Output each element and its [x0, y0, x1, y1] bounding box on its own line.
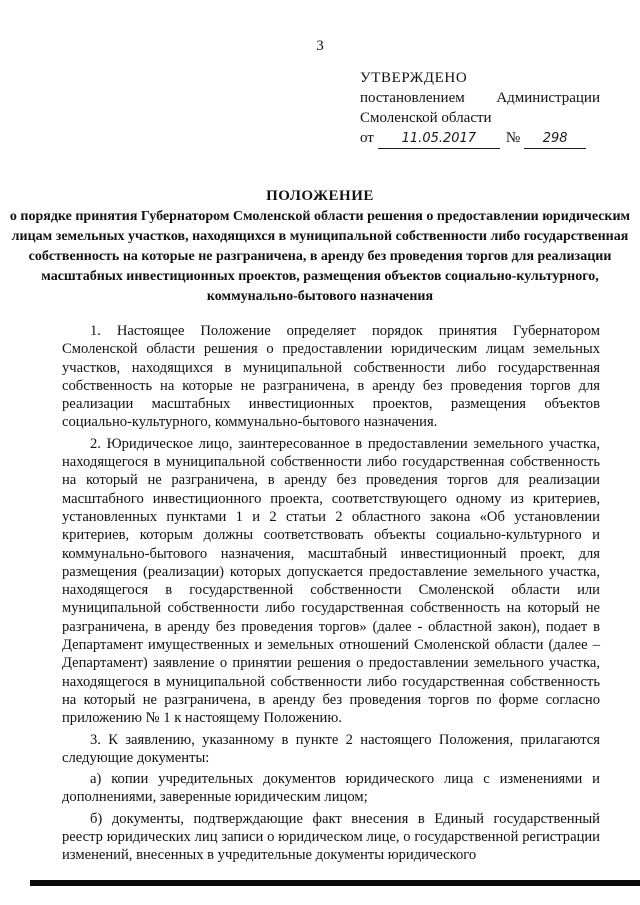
- document-title: ПОЛОЖЕНИЕ: [266, 188, 374, 204]
- approval-stamp: [360, 68, 600, 149]
- date-prefix: от: [360, 130, 374, 146]
- approval-date-line: [360, 128, 600, 149]
- approval-title: УТВЕРЖДЕНО: [360, 70, 468, 86]
- paragraph-2: 2. Юридическое лицо, заинтересованное в предоставлении земельного участка, находящегося в муниципальной собственности либо государственная собственность на который не разграничена, в аренду без проведения торгов для реализации масштабного инвестиционного проекта, соответствующего одному из критериев, установленных пунктами 1 и 2 статьи 2 областного закона «Об установлении критериев, которым должны соответствовать объекты социально-культурного и коммунально-бытового назначения, масштабный инвестиционный проект, для размещения (реализации) которых допускается предоставление земельного участка, находящегося в государственной собственности Смоленской области или муниципальной собственности либо государственная собственность на который не разграничена, в аренду без проведения торгов» (далее - областной закон), подает в Департамент имущественных и земельных отношений Смоленской области (далее – Департамент) заявление о принятии решения о предоставлении земельного участка, находящегося в муниципальной собственности либо государственная собственность на который не разграничена, в аренду без проведения торгов по форме согласно приложению № 1 к настоящему Положению.: [62, 435, 600, 727]
- document-body: [62, 322, 600, 868]
- approval-decree-label: постановлением: [360, 90, 465, 106]
- paragraph-3b: б) документы, подтверждающие факт внесения в Единый государственный реестр юридических лиц записи о юридическом лице, о государственной регистрации изменений, внесенных в учредительные документы юридического: [62, 810, 600, 864]
- paragraph-3: 3. К заявлению, указанному в пункте 2 настоящего Положения, прилагаются следующие документы:: [62, 731, 600, 766]
- paragraph-1: 1. Настоящее Положение определяет порядок принятия Губернатором Смоленской области решения о предоставлении юридическим лицам земельных участков, находящихся в муниципальной собственности либо государственная собственность на которые не разграничена, в аренду без проведения торгов для реализации масштабных инвестиционных проектов, размещения объектов социально-культурного, коммунально-бытового назначения.: [62, 323, 600, 431]
- number-sign: №: [505, 130, 521, 146]
- handwritten-number: 298: [524, 130, 586, 149]
- scan-bottom-border: [30, 880, 640, 886]
- approval-line-1: [360, 88, 600, 108]
- document-heading: [0, 188, 640, 307]
- paragraph-3a: а) копии учредительных документов юридического лица с изменениями и дополнениями, заверенные юридическим лицом;: [62, 771, 600, 806]
- document-subtitle: о порядке принятия Губернатором Смоленской области решения о предоставлении юридическим лицам земельных участков, находящихся в муниципальной собственности либо государственная собственность на которые не разграничена, в аренду без проведения торгов для реализации масштабных инвестиционных проектов, размещения объектов социально-культурного, коммунально-бытового назначения: [9, 209, 631, 304]
- handwritten-date: 11.05.2017: [378, 130, 500, 149]
- page-number: 3: [316, 38, 324, 54]
- approval-region: Смоленской области: [360, 110, 492, 126]
- approval-authority-label: Администрации: [496, 90, 600, 106]
